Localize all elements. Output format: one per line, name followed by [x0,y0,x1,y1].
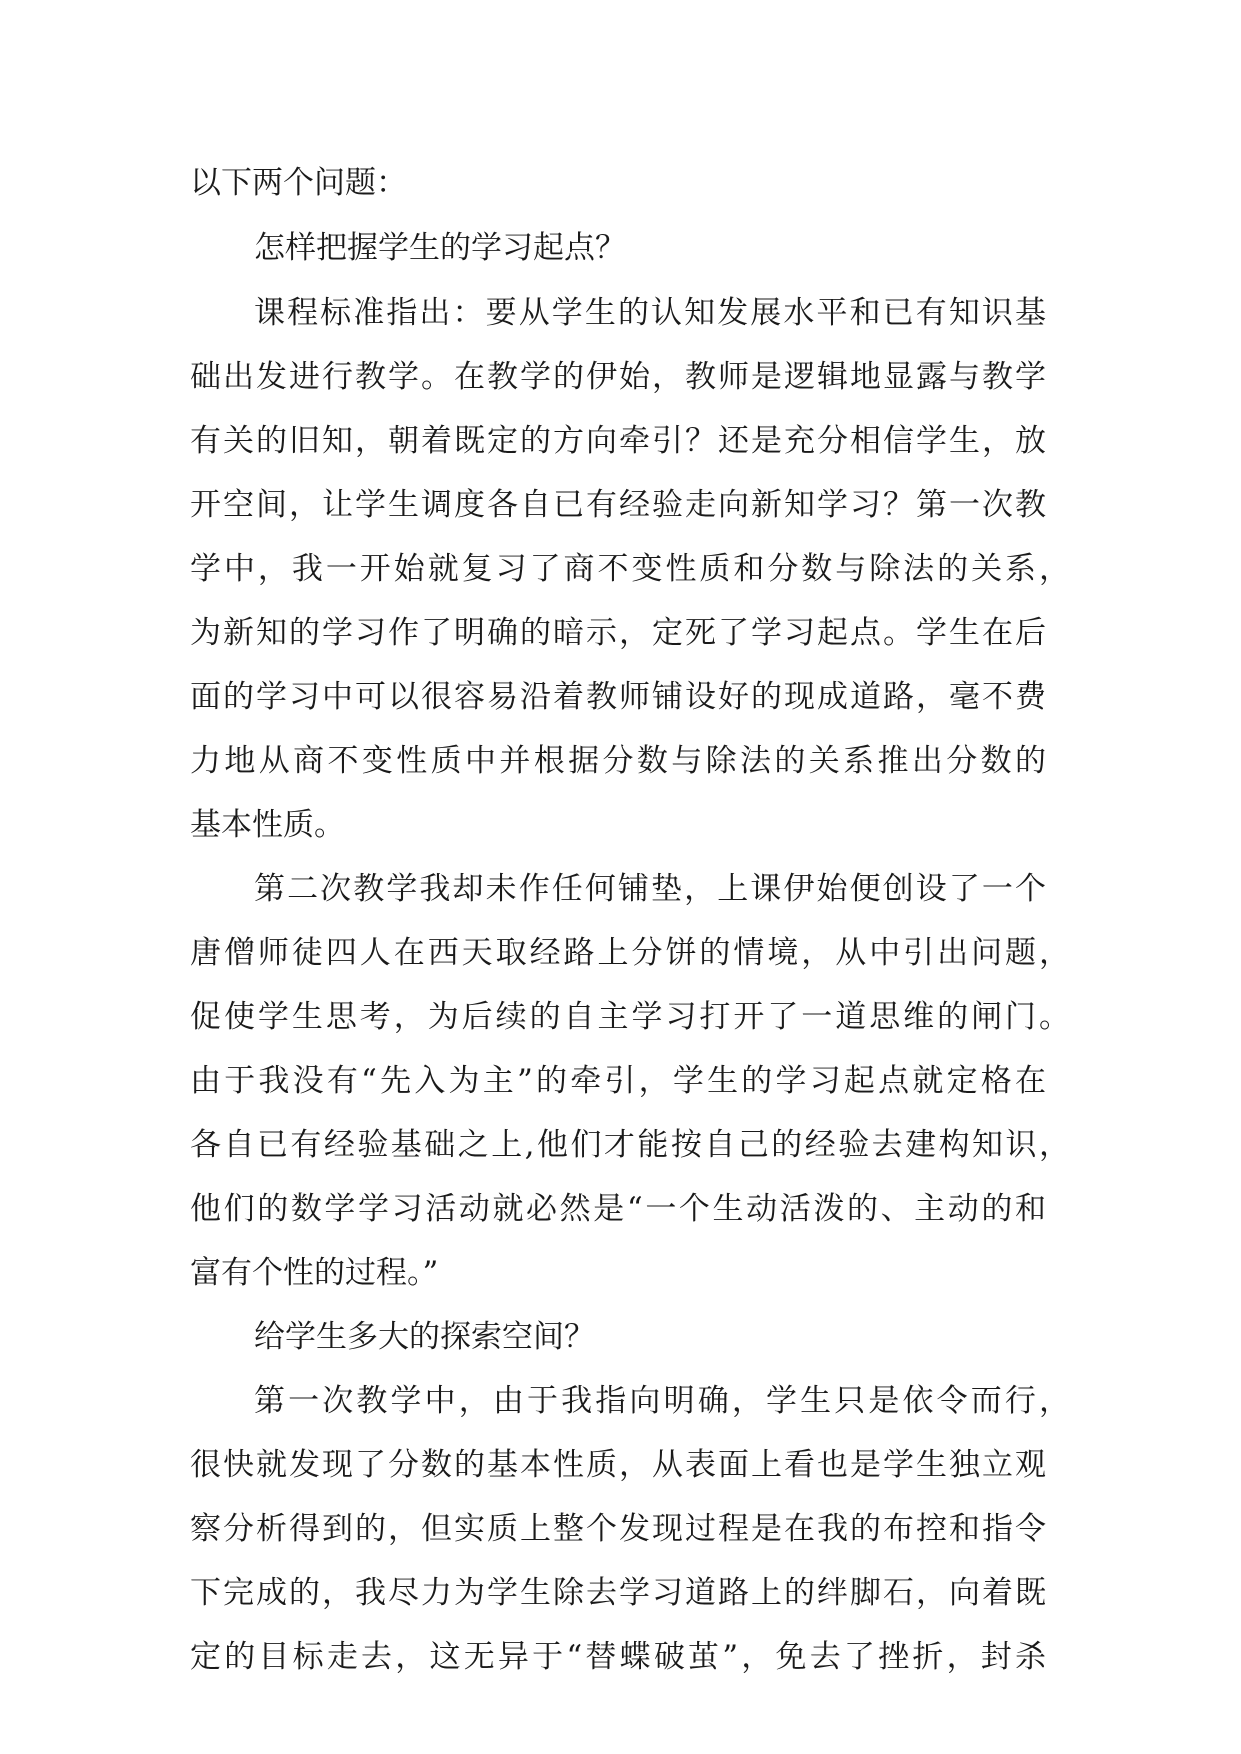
text-line: 他们的数学学习活动就必然是“一个生动活泼的、主动的和 [190,1191,1046,1227]
text-line: 基本性质。 [190,807,345,843]
text-line: 为新知的学习作了明确的暗示，定死了学习起点。学生在后 [190,615,1046,651]
section-heading: 怎样把握学生的学习起点？ [254,230,626,266]
text-line: 力地从商不变性质中并根据分数与除法的关系推出分数的 [190,743,1046,779]
text-line: 以下两个问题： [190,165,407,201]
text-line: 第一次教学中，由于我指向明确，学生只是依令而行， [254,1383,1070,1419]
text-line: 由于我没有“先入为主”的牵引，学生的学习起点就定格在 [190,1063,1046,1099]
text-line: 定的目标走去，这无异于“替蝶破茧”，免去了挫折，封杀 [190,1639,1046,1675]
text-line: 课程标准指出：要从学生的认知发展水平和已有知识基 [254,295,1046,331]
text-line: 面的学习中可以很容易沿着教师铺设好的现成道路，毫不费 [190,679,1046,715]
text-line: 很快就发现了分数的基本性质，从表面上看也是学生独立观 [190,1447,1046,1483]
text-line: 础出发进行教学。在教学的伊始，教师是逻辑地显露与教学 [190,359,1046,395]
text-line: 开空间，让学生调度各自已有经验走向新知学习？第一次教 [190,487,1046,523]
text-line: 促使学生思考，为后续的自主学习打开了一道思维的闸门。 [190,999,1070,1035]
text-line: 唐僧师徒四人在西天取经路上分饼的情境，从中引出问题， [190,935,1070,971]
text-line: 有关的旧知，朝着既定的方向牵引？还是充分相信学生，放 [190,423,1046,459]
text-line: 察分析得到的，但实质上整个发现过程是在我的布控和指令 [190,1511,1046,1547]
text-line: 富有个性的过程。” [190,1255,439,1291]
text-line: 第二次教学我却未作任何铺垫，上课伊始便创设了一个 [254,871,1046,907]
section-heading: 给学生多大的探索空间？ [254,1319,595,1355]
text-line: 下完成的，我尽力为学生除去学习道路上的绊脚石，向着既 [190,1575,1046,1611]
text-line: 各自已有经验基础之上,他们才能按自己的经验去建构知识， [190,1127,1070,1163]
text-line: 学中，我一开始就复习了商不变性质和分数与除法的关系， [190,551,1070,587]
